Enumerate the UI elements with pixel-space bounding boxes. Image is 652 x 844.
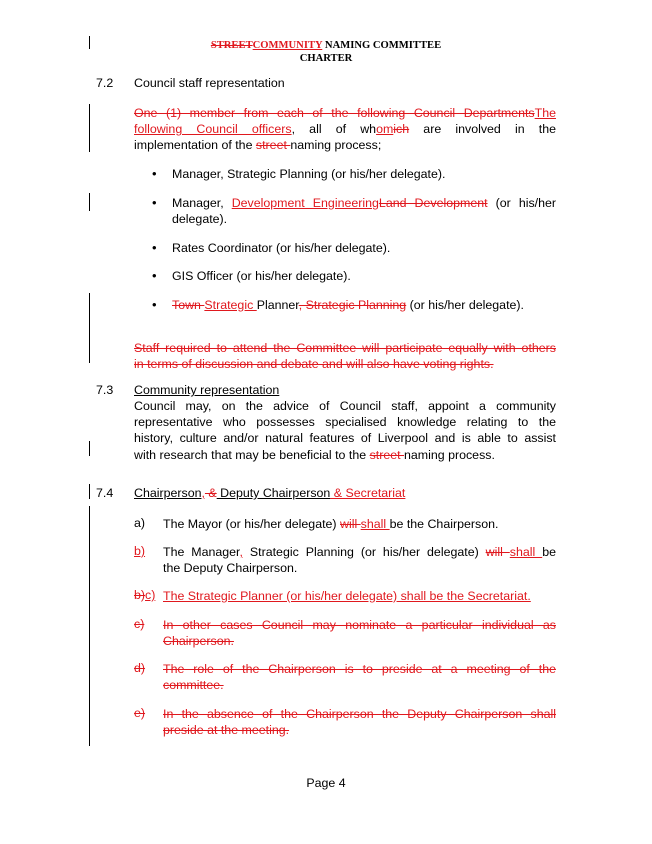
change-bar [89, 484, 90, 499]
list-item: Manager, Strategic Planning (or his/her delegate). [172, 167, 446, 181]
list-item: GIS Officer (or his/her delegate). [172, 269, 351, 283]
section-number: 7.4 [96, 486, 114, 500]
header-line-2: CHARTER [299, 53, 353, 64]
item-label: b) [134, 544, 146, 558]
section-title: Community representation [134, 383, 280, 397]
bullet: • [152, 240, 157, 255]
bullet: • [152, 195, 157, 210]
item-label: b)c) [134, 588, 156, 602]
list-item: In the absence of the Chairperson the Deputy Chairperson shall preside at the meeting. [163, 707, 556, 738]
change-bar [89, 293, 90, 363]
section-title: Chairperson, & Deputy Chairperson & Secretariat [134, 486, 406, 500]
deleted-paragraph: Staff required to attend the Committee will participate equally with others in terms of discussion and debate and will also have voting rights. [134, 341, 556, 372]
list-item: Rates Coordinator (or his/her delegate). [172, 241, 391, 255]
section-number: 7.3 [96, 383, 114, 397]
item-label: c) [134, 617, 145, 631]
bullet: • [152, 166, 157, 181]
page-number: Page 4 [306, 776, 346, 790]
section-title: Council staff representation [134, 76, 285, 90]
list-item: The role of the Chairperson is to preside at a meeting of the committee. [163, 662, 556, 693]
item-label: e) [134, 706, 146, 720]
document-header [0, 39, 652, 65]
bullet: • [152, 268, 157, 283]
bullet: • [152, 297, 157, 312]
section-body: Council may, on the advice of Council staff, appoint a community representative who possesses specialised knowledge relating to the history, culture and/or natural features of Liverpool and is able to assist with research that may be beneficial to the street naming process. [134, 399, 556, 462]
change-bar [89, 506, 90, 746]
list-item: Town Strategic Planner, Strategic Planning (or his/her delegate). [172, 298, 524, 312]
list-item: Manager, Development EngineeringLand Development (or his/her delegate). [172, 196, 557, 227]
section-number: 7.2 [96, 76, 114, 90]
change-bar [89, 441, 90, 456]
header-line-1: STREETCOMMUNITY NAMING COMMITTEE [210, 40, 442, 51]
list-item: The Mayor (or his/her delegate) will shall be the Chairperson. [163, 517, 499, 531]
change-bar [89, 104, 90, 152]
item-label: a) [134, 516, 146, 530]
list-item: In other cases Council may nominate a particular individual as Chairperson. [163, 618, 556, 649]
change-bar [89, 193, 90, 211]
list-item: The Strategic Planner (or his/her delegate) shall be the Secretariat. [163, 589, 531, 603]
section-intro: One (1) member from each of the following Council DepartmentsThe following Council officers, all of whomich are involved in the implementation of the street naming process; [134, 106, 557, 153]
list-item: The Manager, Strategic Planning (or his/her delegate) will shall be the Deputy Chairperson. [163, 545, 556, 576]
item-label: d) [134, 661, 146, 675]
